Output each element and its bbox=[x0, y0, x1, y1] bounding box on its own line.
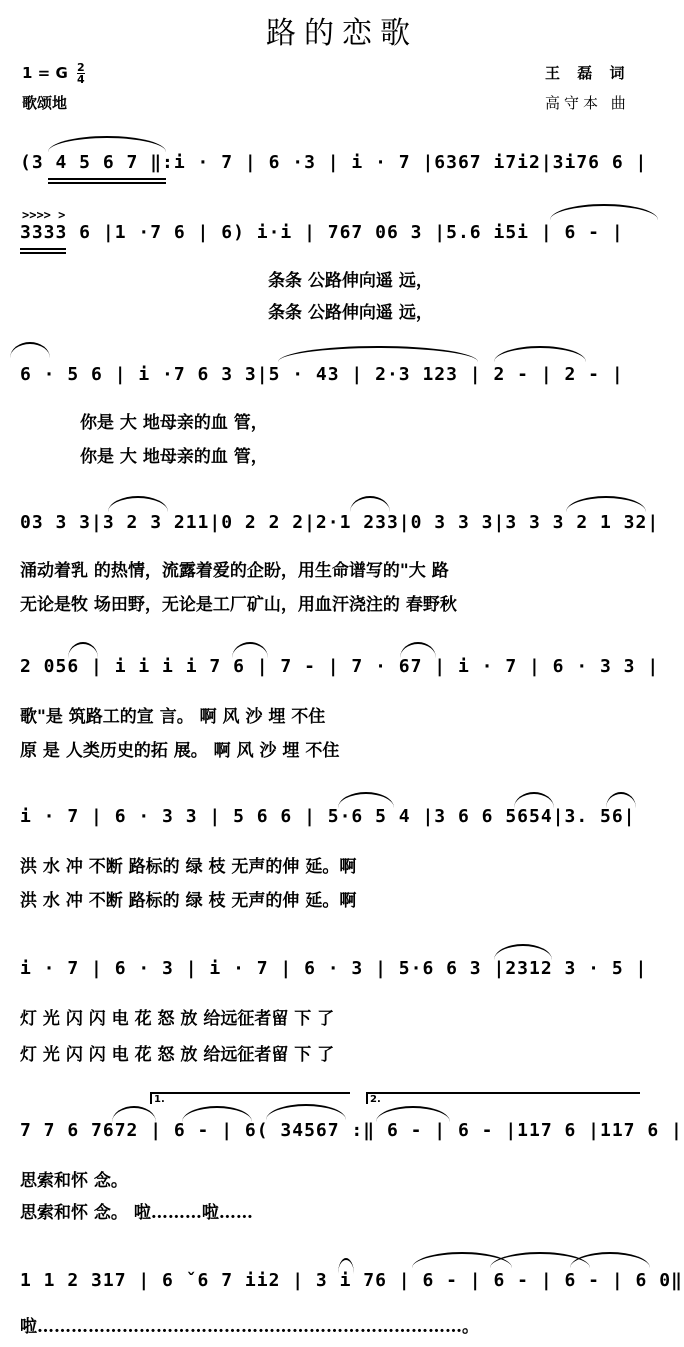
slur bbox=[494, 944, 552, 960]
accent-marks: >>>> > bbox=[22, 208, 66, 222]
score-system-9 bbox=[20, 1270, 683, 1298]
lyric-verse-2: 条条 公路伸向遥 远， bbox=[268, 303, 433, 323]
slur bbox=[48, 136, 166, 152]
key-label: 1 = G bbox=[22, 64, 68, 82]
beam bbox=[20, 252, 66, 254]
score-system-4 bbox=[20, 512, 664, 540]
score-system-8 bbox=[20, 1120, 683, 1148]
lyric-verse-1: 啦…………………………………………………………………。 bbox=[20, 1317, 479, 1337]
score-system-7 bbox=[20, 958, 664, 986]
song-title: 路的恋歌 bbox=[266, 16, 418, 51]
beam bbox=[48, 182, 166, 184]
lyric-verse-2: 洪 水 冲 不断 路标的 绿 枝 无声的伸 延。啊 bbox=[20, 891, 357, 911]
slur bbox=[376, 1106, 450, 1122]
composer-credit: 高守本 曲 bbox=[545, 94, 630, 112]
lyricist-credit: 王 磊 词 bbox=[545, 64, 631, 82]
slur bbox=[514, 792, 554, 808]
slur bbox=[232, 642, 268, 658]
beam bbox=[48, 178, 166, 180]
slur bbox=[570, 1252, 650, 1268]
key-signature bbox=[22, 62, 85, 85]
score-system-5 bbox=[20, 656, 664, 684]
notation-line: i · 7 | 6 · 3 | i · 7 | 6 · 3 | 5·6 6 3 |2312 3 · 5 | bbox=[20, 958, 648, 979]
slur bbox=[566, 496, 646, 512]
slur bbox=[278, 346, 478, 362]
score-system-1 bbox=[20, 152, 664, 180]
slur bbox=[10, 342, 50, 358]
notation-line: 7 7 6 7672 | 6 - | 6( 34567 :‖ 6 - | 6 - |117 6 |117 6 | bbox=[20, 1120, 683, 1141]
lyric-verse-2: 灯 光 闪 闪 电 花 怒 放 给远征者留 下 了 bbox=[20, 1045, 335, 1065]
time-sig-top: 2 bbox=[77, 61, 85, 74]
notation-line: 6 · 5 6 | i ·7 6 3 3|5 · 43 | 2·3 123 | 2 - | 2 - | bbox=[20, 364, 624, 385]
lyric-verse-2: 无论是牧 场田野，无论是工厂矿山，用血汗浇注的 春野秋 bbox=[20, 595, 457, 615]
beam bbox=[20, 248, 66, 250]
notation-line: 03 3 3|3 2 3 211|0 2 2 2|2·1 233|0 3 3 3|3 3 3 2 1 32| bbox=[20, 512, 660, 533]
lyric-verse-2: 原 是 人类历史的拓 展。 啊 风 沙 埋 不住 bbox=[20, 741, 340, 761]
lyric-verse-1: 思索和怀 念。 bbox=[20, 1171, 128, 1191]
lyric-verse-1: 你是 大 地母亲的血 管， bbox=[80, 413, 268, 433]
time-sig-bottom: 4 bbox=[77, 73, 85, 86]
score-system-3 bbox=[20, 364, 664, 392]
lyric-verse-2: 思索和怀 念。 啦………啦…… bbox=[20, 1203, 253, 1223]
performance-style: 歌颂地 bbox=[22, 94, 68, 112]
notation-line: i · 7 | 6 · 3 3 | 5 6 6 | 5·6 5 4 |3 6 6 5654|3. 56| bbox=[20, 806, 636, 827]
score-system-6 bbox=[20, 806, 664, 834]
lyric-verse-1: 歌"是 筑路工的宣 言。 啊 风 沙 埋 不住 bbox=[20, 707, 326, 727]
score-system-2 bbox=[20, 222, 664, 250]
notation-line: 1 1 2 317 | 6 ˇ6 7 ii2 | 3 i 76 | 6 - | 6 - | 6 - | 6 0‖ bbox=[20, 1270, 683, 1291]
first-ending-bracket: 1. bbox=[150, 1092, 350, 1104]
lyric-verse-1: 洪 水 冲 不断 路标的 绿 枝 无声的伸 延。啊 bbox=[20, 857, 357, 877]
slur bbox=[108, 496, 168, 512]
notation-line: 2 056 | i i i i 7 6 | 7 - | 7 · 67 | i · 7 | 6 · 3 3 | bbox=[20, 656, 660, 677]
lyric-verse-1: 涌动着乳 的热情，流露着爱的企盼，用生命谱写的"大 路 bbox=[20, 561, 449, 581]
fermata bbox=[338, 1258, 354, 1274]
slur bbox=[338, 792, 394, 808]
slur bbox=[266, 1104, 346, 1120]
second-ending-bracket: 2. bbox=[366, 1092, 640, 1104]
slur bbox=[400, 642, 436, 658]
notation-line: 3333 6 |1 ·7 6 | 6) i·i | 767 06 3 |5.6 i5i | 6 - | bbox=[20, 222, 624, 243]
lyric-verse-1: 条条 公路伸向遥 远， bbox=[268, 271, 433, 291]
slur bbox=[550, 204, 658, 220]
slur bbox=[606, 792, 636, 808]
lyric-verse-2: 你是 大 地母亲的血 管， bbox=[80, 447, 268, 467]
slur bbox=[494, 346, 586, 362]
slur bbox=[182, 1106, 252, 1122]
slur bbox=[350, 496, 390, 512]
slur bbox=[68, 642, 98, 658]
notation-line: (3 4 5 6 7 ‖:i · 7 | 6 ·3 | i · 7 |6367 i7i2|3i76 6 | bbox=[20, 152, 648, 173]
time-signature bbox=[77, 62, 85, 85]
lyric-verse-1: 灯 光 闪 闪 电 花 怒 放 给远征者留 下 了 bbox=[20, 1009, 335, 1029]
slur bbox=[112, 1106, 156, 1122]
